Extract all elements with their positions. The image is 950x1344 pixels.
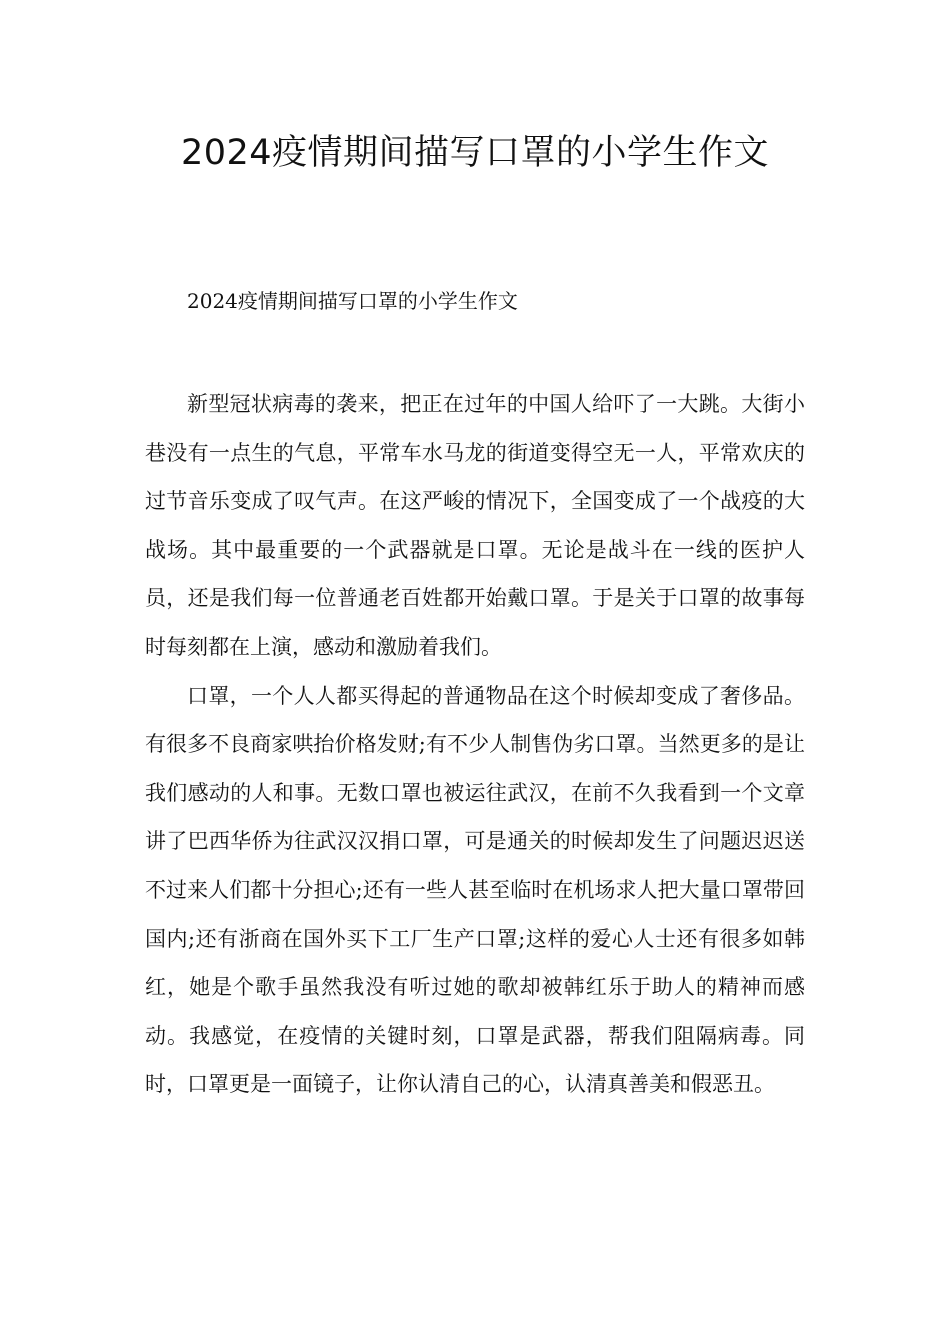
document-title: 2024疫情期间描写口罩的小学生作文 [180, 133, 770, 173]
paragraph-2: 口罩，一个人人都买得起的普通物品在这个时候却变成了奢侈品。有很多不良商家哄抬价格发财;有不少人制售伪劣口罩。当然更多的是让我们感动的人和事。无数口罩也被运往武汉，在前不久我看到一个文章讲了巴西华侨为往武汉汉捐口罩，可是通关的时候却发生了问题迟迟送不过来人们都十分担心;还有一些人甚至临时在机场求人把大量口罩带回国内;还有浙商在国外买下工厂生产口罩;这样的爱心人士还有很多如韩红，她是个歌手虽然我没有听过她的歌却被韩红乐于助人的精神而感动。我感觉，在疫情的关键时刻，口罩是武器，帮我们阻隔病毒。同时，口罩更是一面镜子，让你认清自己的心，认清真善美和假恶丑。 [145, 683, 805, 1097]
document-body [145, 380, 805, 1109]
paragraph-1: 新型冠状病毒的袭来，把正在过年的中国人给吓了一大跳。大街小巷没有一点生的气息，平常车水马龙的街道变得空无一人，平常欢庆的过节音乐变成了叹气声。在这严峻的情况下，全国变成了一个战疫的大战场。其中最重要的一个武器就是口罩。无论是战斗在一线的医护人员，还是我们每一位普通老百姓都开始戴口罩。于是关于口罩的故事每时每刻都在上演，感动和激励着我们。 [145, 392, 805, 659]
document-subtitle: 2024疫情期间描写口罩的小学生作文 [187, 289, 518, 313]
